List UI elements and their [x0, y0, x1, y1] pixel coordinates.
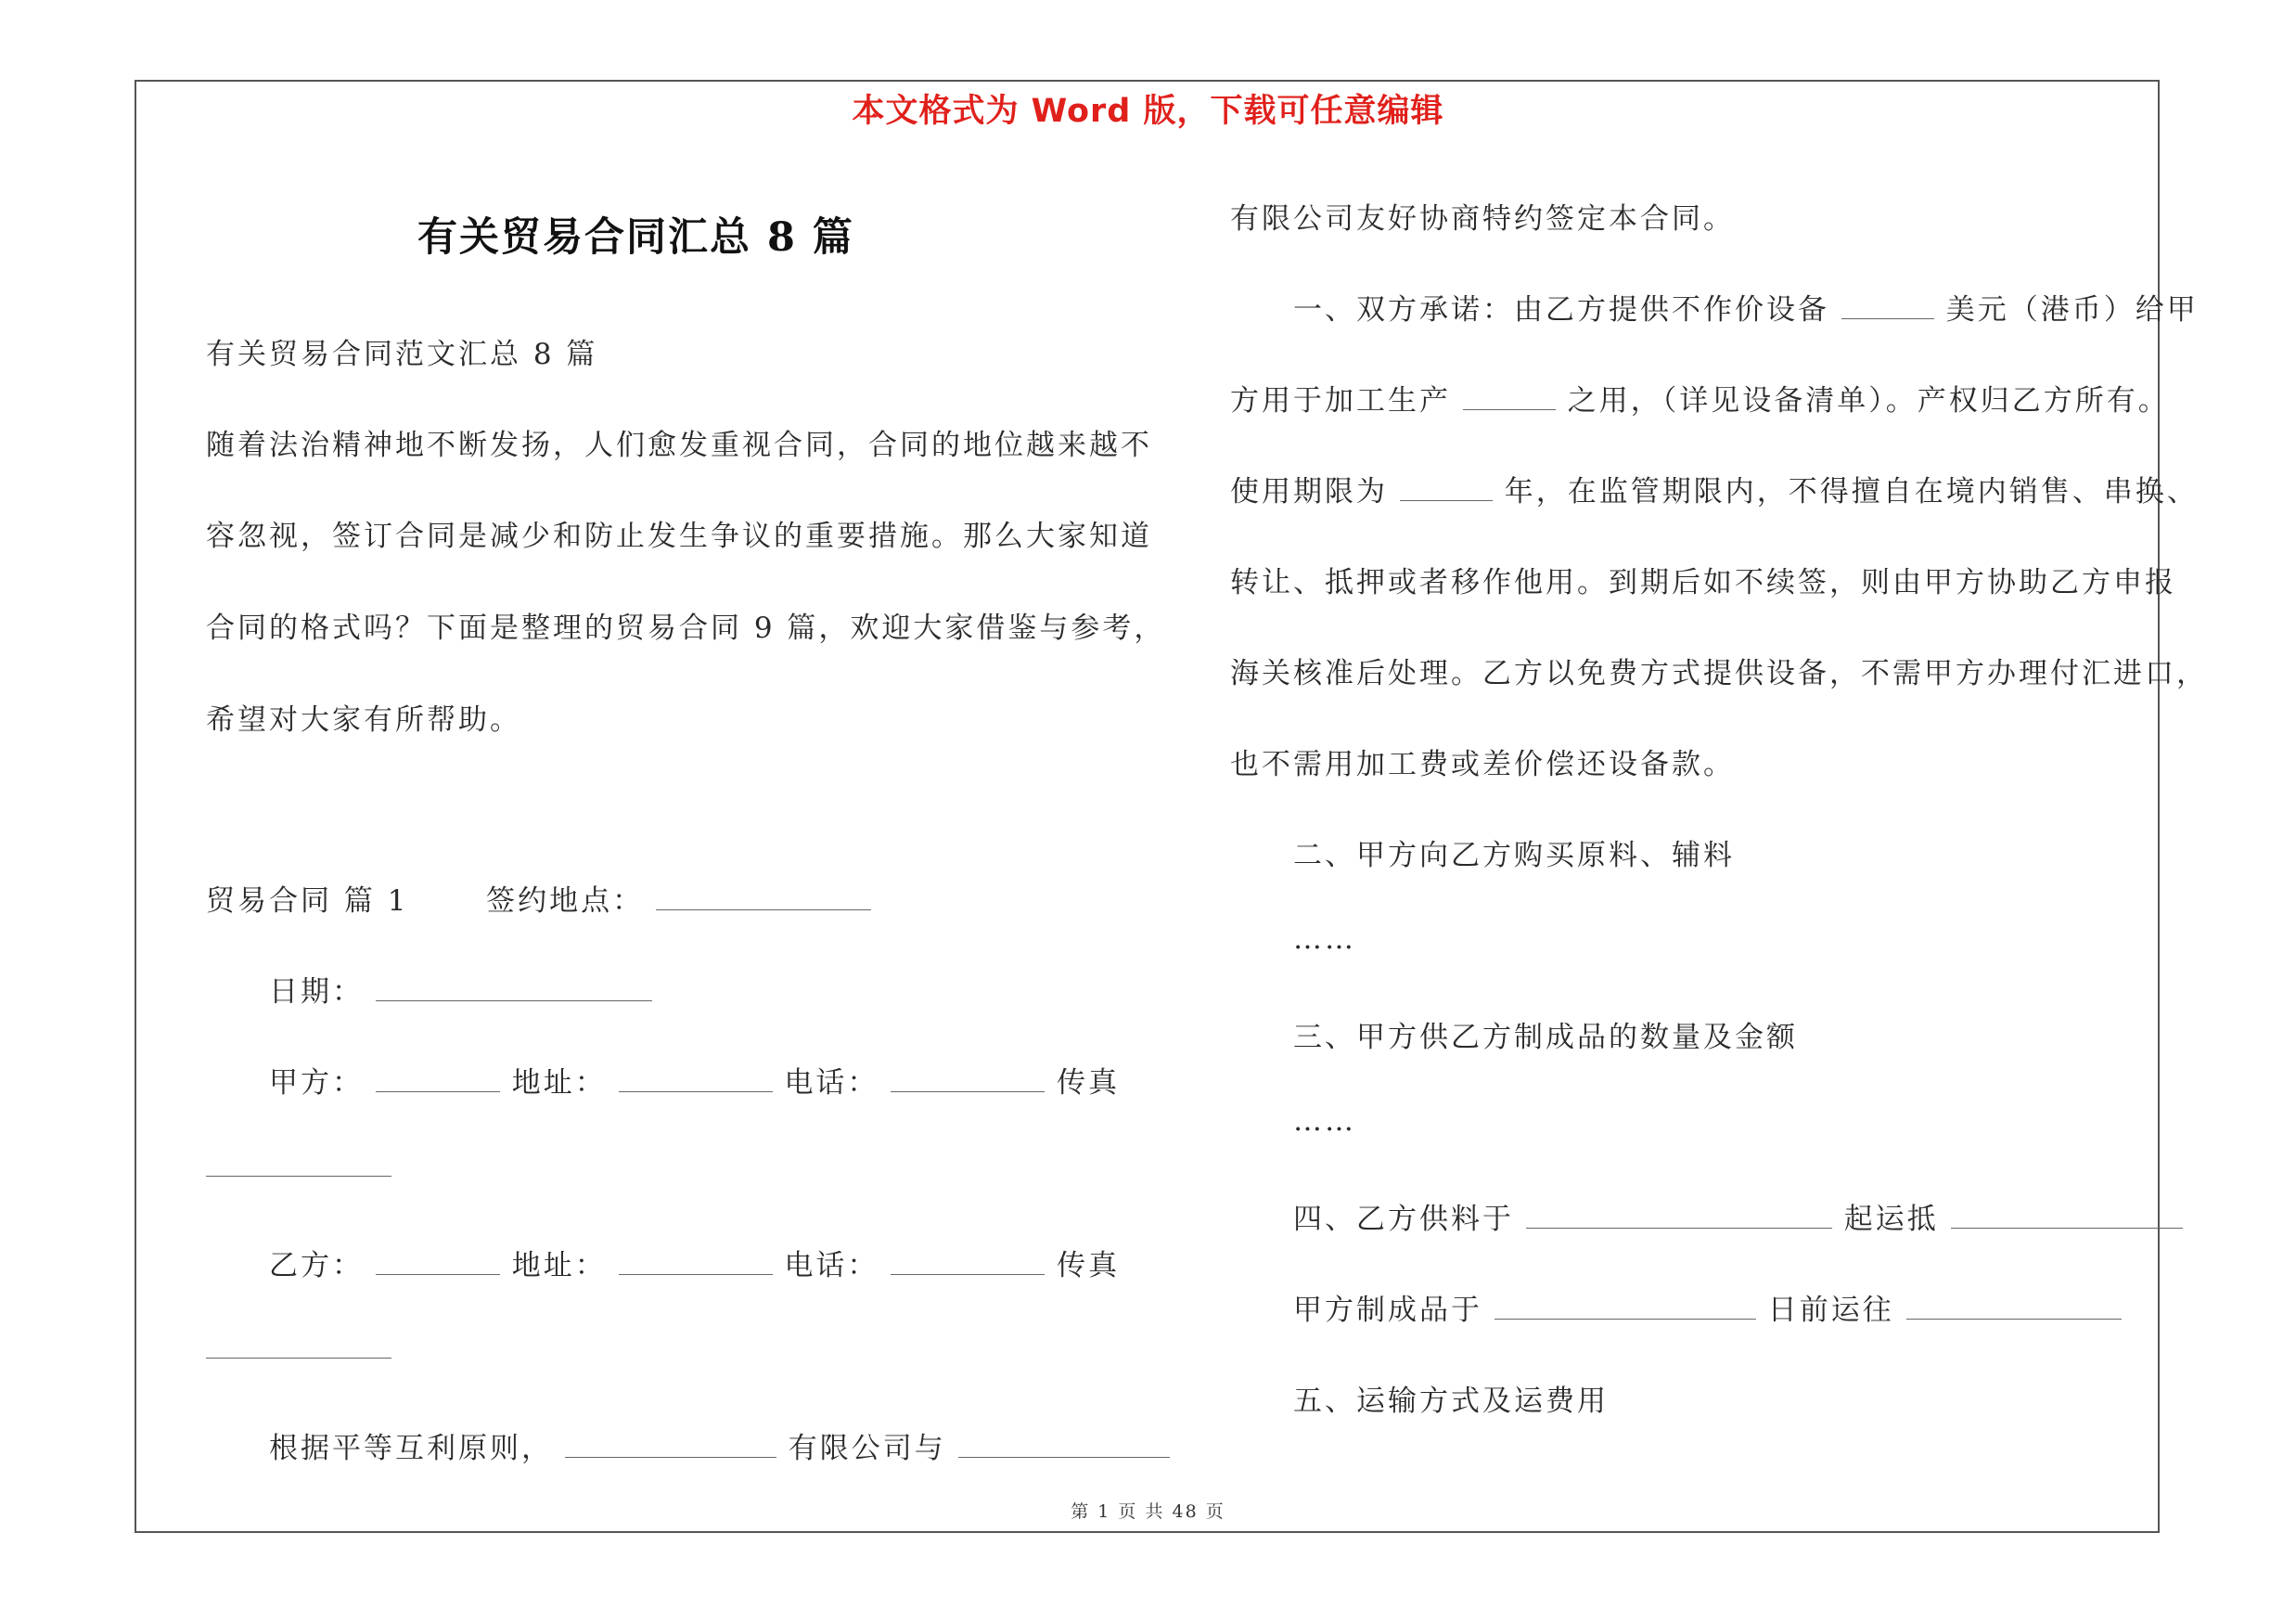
- clause-1-text-a: 一、双方承诺：由乙方提供不作价设备: [1293, 293, 1829, 327]
- clause-1-line-2: [1230, 377, 2170, 419]
- party-a-phone-blank: [891, 1067, 1045, 1092]
- date-blank: [376, 976, 652, 1001]
- clause-1-line-4: 转让、抵押或者移作他用。到期后如不续签，则由甲方协助乙方申报: [1230, 566, 2176, 599]
- party-a-fax-blank: [206, 1152, 391, 1177]
- party-b-fax-blank: [206, 1333, 391, 1359]
- sign-place-blank: [656, 885, 871, 910]
- supply-date-blank: [1526, 1204, 1832, 1229]
- clause-1-line-3: [1230, 468, 2199, 509]
- clause-2-ellipsis: ……: [1293, 922, 1356, 956]
- right-line-1: 有限公司友好协商特约签定本合同。: [1230, 202, 1735, 236]
- party-b-fax-label: 传真: [1057, 1249, 1121, 1282]
- date-row: [269, 968, 652, 1010]
- product-date-blank: [1494, 1295, 1756, 1320]
- party-b-address-label: 地址：: [511, 1249, 607, 1282]
- clause-1-text-f: 年，在监管期限内，不得擅自在境内销售、串换、: [1504, 475, 2199, 509]
- principle-mid: 有限公司与: [788, 1432, 946, 1465]
- party-a-address-label: 地址：: [511, 1066, 607, 1100]
- company-b-blank: [958, 1433, 1170, 1458]
- party-a-fax-label: 传真: [1057, 1066, 1121, 1100]
- clause-4-text-d: 日前运往: [1767, 1294, 1894, 1327]
- intro-line-2: 容忽视，签订合同是减少和防止发生争议的重要措施。那么大家知道: [206, 520, 1152, 553]
- principle-row: [269, 1424, 1170, 1466]
- destination-blank: [1951, 1204, 2183, 1229]
- term-blank: [1400, 476, 1493, 501]
- party-b-address-blank: [619, 1250, 773, 1275]
- party-b-label: 乙方：: [269, 1249, 364, 1282]
- party-b-blank: [376, 1250, 500, 1275]
- party-a-address-blank: [619, 1067, 773, 1092]
- clause-2-heading: 二、甲方向乙方购买原料、辅料: [1293, 839, 1735, 872]
- page-number: 第 1 页 共 48 页: [1071, 1501, 1225, 1522]
- production-blank: [1463, 385, 1556, 410]
- clause-1-text-d: 之用，（详见设备清单）。产权归乙方所有。: [1567, 384, 2170, 418]
- party-a-phone-label: 电话：: [784, 1066, 879, 1100]
- company-a-blank: [565, 1433, 776, 1458]
- sign-place-label: 签约地点：: [486, 884, 645, 918]
- document-title: 有关贸易合同汇总 8 篇: [417, 214, 854, 261]
- party-b-row: [269, 1242, 1120, 1283]
- clause-1-line-5: 海关核准后处理。乙方以免费方式提供设备，不需甲方办理付汇进口，: [1230, 657, 2208, 690]
- clause-4-text-a: 四、乙方供料于: [1293, 1203, 1514, 1236]
- section-1-heading: [206, 877, 871, 919]
- format-banner: 本文格式为 Word 版，下载可任意编辑: [852, 93, 1444, 130]
- party-a-fax-row: [206, 1151, 391, 1184]
- party-a-blank: [376, 1067, 500, 1092]
- clause-1-text-e: 使用期限为: [1230, 475, 1388, 509]
- clause-3-heading: 三、甲方供乙方制成品的数量及金额: [1293, 1021, 1798, 1054]
- clause-1-line-6: 也不需用加工费或差价偿还设备款。: [1230, 748, 1735, 781]
- clause-4-line-2: [1293, 1286, 2122, 1328]
- principle-prefix: 根据平等互利原则，: [269, 1432, 553, 1465]
- intro-line-4: 希望对大家有所帮助。: [206, 703, 521, 737]
- party-b-phone-label: 电话：: [784, 1249, 879, 1282]
- intro-line-1: 随着法治精神地不断发扬，人们愈发重视合同，合同的地位越来越不: [206, 429, 1152, 462]
- clause-5-heading: 五、运输方式及运费用: [1293, 1385, 1609, 1418]
- clause-4-line-1: [1293, 1195, 2183, 1237]
- party-b-fax-row: [206, 1333, 391, 1366]
- product-destination-blank: [1906, 1295, 2122, 1320]
- date-label: 日期：: [269, 975, 364, 1009]
- party-a-row: [269, 1059, 1120, 1101]
- clause-4-text-b: 起运抵: [1843, 1203, 1939, 1236]
- clause-1-line-1: [1293, 286, 2199, 328]
- party-a-label: 甲方：: [269, 1066, 364, 1100]
- equipment-amount-blank: [1841, 294, 1934, 319]
- intro-line-3: 合同的格式吗？下面是整理的贸易合同 9 篇，欢迎大家借鉴与参考，: [206, 612, 1166, 645]
- party-b-phone-blank: [891, 1250, 1045, 1275]
- clause-4-text-c: 甲方制成品于: [1293, 1294, 1482, 1327]
- clause-1-text-b: 美元（港币）给甲: [1945, 293, 2199, 327]
- section-1-label: 贸易合同 篇 1: [206, 884, 409, 918]
- clause-1-text-c: 方用于加工生产: [1230, 384, 1451, 418]
- clause-3-ellipsis: ……: [1293, 1104, 1356, 1138]
- subtitle: 有关贸易合同范文汇总 8 篇: [206, 338, 598, 371]
